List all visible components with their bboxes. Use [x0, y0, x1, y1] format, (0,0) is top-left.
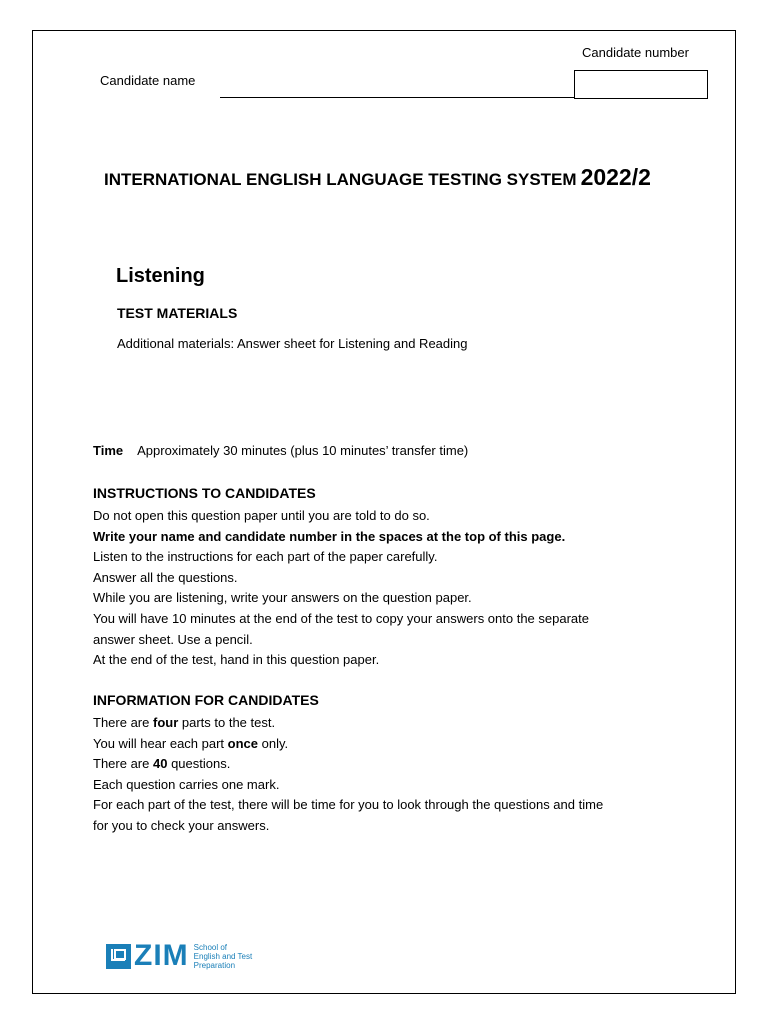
bold-segment: four	[152, 715, 179, 730]
information-line	[93, 734, 603, 755]
text-segment: parts to the test.	[178, 715, 276, 730]
text-segment: There are	[93, 715, 153, 730]
instruction-line: Listen to the instructions for each part of the paper carefully.	[93, 549, 438, 565]
zim-logo-icon	[106, 944, 131, 969]
instruction-line: While you are listening, write your answers on the question paper.	[93, 590, 472, 606]
instruction-line: At the end of the test, hand in this question paper.	[93, 652, 380, 668]
page-title	[104, 164, 651, 191]
additional-materials: Additional materials: Answer sheet for Listening and Reading	[117, 336, 468, 351]
information-heading: INFORMATION FOR CANDIDATES	[93, 692, 319, 708]
time-row	[93, 443, 468, 458]
instructions-list	[93, 506, 589, 671]
instruction-line: You will have 10 minutes at the end of the test to copy your answers onto the separate	[93, 610, 589, 626]
zim-logo	[106, 941, 252, 971]
information-line: For each part of the test, there will be time for you to look through the questions and time	[93, 797, 604, 813]
text-segment: questions.	[167, 756, 231, 772]
information-line: for you to check your answers.	[93, 817, 270, 833]
text-segment: You will hear each part	[93, 735, 228, 751]
logo-wordmark: ZIM	[134, 939, 189, 972]
logo-subtitle-line: Preparation	[193, 960, 236, 970]
candidate-name-field[interactable]	[220, 97, 574, 98]
bold-segment: once	[227, 735, 259, 751]
logo-subtitle-line: English and Test	[193, 951, 253, 961]
title-year: 2022/2	[580, 164, 651, 190]
instruction-line: Answer all the questions.	[93, 569, 238, 585]
information-line	[93, 713, 603, 734]
information-line	[93, 754, 603, 775]
time-value: Approximately 30 minutes (plus 10 minutes’ transfer time)	[137, 443, 469, 458]
text-segment: There are	[93, 756, 153, 772]
bold-segment: 40	[152, 756, 168, 772]
instruction-line: Do not open this question paper until you are told to do so.	[93, 508, 430, 523]
information-line: Each question carries one mark.	[93, 776, 280, 792]
section-subtitle: TEST MATERIALS	[117, 305, 238, 321]
logo-subtitle-line: School of	[193, 942, 228, 952]
instruction-line: answer sheet. Use a pencil.	[93, 631, 253, 647]
information-list	[93, 713, 603, 837]
candidate-number-field[interactable]	[574, 70, 708, 99]
instructions-heading: INSTRUCTIONS TO CANDIDATES	[93, 485, 316, 501]
candidate-name-label: Candidate name	[100, 73, 196, 88]
title-text: INTERNATIONAL ENGLISH LANGUAGE TESTING SYSTEM	[104, 170, 577, 189]
instruction-line: Write your name and candidate number in the spaces at the top of this page.	[93, 528, 566, 544]
text-segment: only.	[258, 735, 289, 751]
candidate-number-label: Candidate number	[582, 45, 689, 60]
time-label: Time	[93, 443, 124, 458]
logo-subtitle	[194, 943, 253, 970]
section-title: Listening	[116, 265, 205, 287]
